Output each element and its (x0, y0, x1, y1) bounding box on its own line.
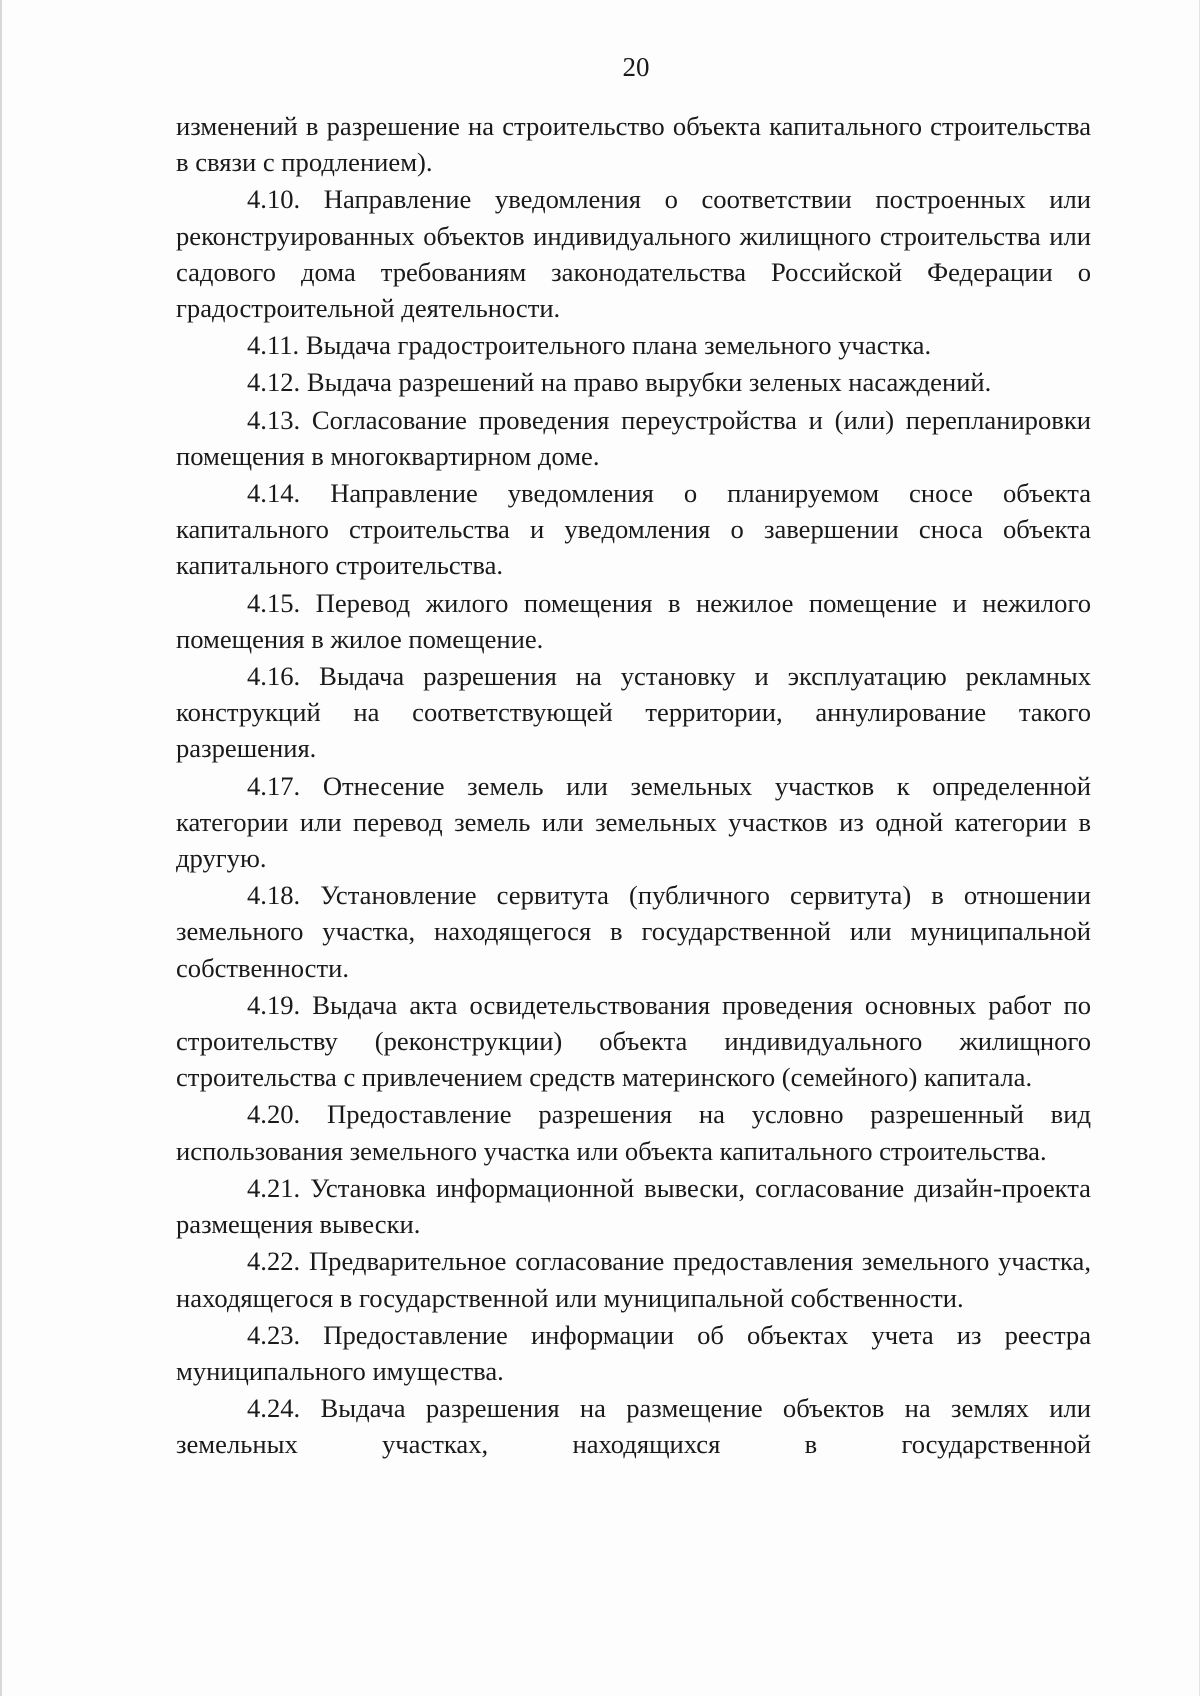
paragraph-4-16 (176, 658, 1091, 767)
paragraph-text: Направление уведомления о планируемом сносе объекта капитального строительства и уведомления о завершении сноса объекта капитального строительства. (176, 478, 1092, 581)
paragraph-text: Предварительное согласование предоставления земельного участка, находящегося в государственной или муниципальной собственности. (176, 1246, 1091, 1313)
paragraph-4-12 (176, 364, 1091, 400)
paragraph-4-19 (176, 987, 1091, 1096)
paragraph-number: 4.20. (247, 1099, 301, 1130)
paragraph-4-20 (176, 1096, 1091, 1168)
paragraph-number: 4.11. (247, 330, 300, 361)
paragraph-number: 4.24. (247, 1393, 301, 1424)
paragraph-text: Предоставление разрешения на условно разрешенный вид использования земельного участка или объекта капитального строительства. (176, 1099, 1091, 1166)
paragraph-4-14 (176, 475, 1091, 584)
paragraph-number: 4.12. (247, 367, 301, 398)
paragraph-text: Перевод жилого помещения в нежилое помещение и нежилого помещения в жилое помещение. (176, 587, 1091, 654)
paragraph-text: Предоставление информации об объектах учета из реестра муниципального имущества. (176, 1319, 1092, 1386)
paragraph-number: 4.16. (247, 661, 301, 692)
paragraph-text: Установление сервитута (публичного сервитута) в отношении земельного участка, находящегося в государственной или муниципальной собственности. (176, 880, 1091, 983)
paragraph-number: 4.14. (247, 478, 301, 509)
paragraph-4-13 (176, 402, 1091, 474)
paragraph-4-18 (176, 877, 1091, 986)
paragraph-text: Отнесение земель или земельных участков к определенной категории или перевод земель или земельных участков из одной категории в другую. (176, 770, 1091, 874)
paragraph-text: Установка информационной вывески, согласование дизайн-проекта размещения вывески. (176, 1172, 1091, 1240)
paragraph-text: Согласование проведения переустройства и (или) перепланировки помещения в многоквартирном доме. (176, 404, 1091, 471)
paragraph-4-24 (176, 1390, 1091, 1462)
page-number: 20 (622, 52, 650, 82)
paragraph-4-15 (176, 585, 1091, 657)
paragraph-text: изменений в разрешение на строительство объекта капитального строительства в связи с продлением). (176, 111, 1091, 178)
paragraph-text: Выдача градостроительного плана земельного участка. (305, 330, 932, 361)
paragraph-text: Направление уведомления о соответствии построенных или реконструированных объектов индивидуального жилищного строительства или садового дома требованиям законодательства Российской Федерации о градостроительной деятельности. (176, 184, 1091, 324)
paragraph-4-11 (176, 327, 1091, 363)
paragraph-number: 4.18. (247, 880, 301, 911)
paragraph-number: 4.15. (247, 587, 301, 618)
paragraph-number: 4.21. (247, 1172, 301, 1203)
paragraph-number: 4.19. (247, 989, 301, 1020)
paragraph-continuation (176, 108, 1091, 180)
paragraph-number: 4.23. (247, 1319, 301, 1350)
paragraph-text: Выдача разрешения на размещение объектов на землях или земельных участках, находящихся в государственной (176, 1393, 1091, 1460)
paragraph-4-23 (176, 1317, 1091, 1389)
paragraph-4-17 (176, 768, 1091, 877)
document-body (176, 108, 1091, 1463)
paragraph-4-10 (176, 181, 1091, 326)
paragraph-number: 4.10. (247, 184, 301, 215)
paragraph-number: 4.13. (247, 404, 301, 435)
paragraph-text: Выдача акта освидетельствования проведения основных работ по строительству (реконструкции) объекта индивидуального жилищного строительства с привлечением средств материнского (семейного) капитала. (176, 989, 1091, 1093)
paragraph-4-22 (176, 1243, 1091, 1315)
paragraph-text: Выдача разрешений на право вырубки зеленых насаждений. (306, 367, 992, 398)
paragraph-text: Выдача разрешения на установку и эксплуатацию рекламных конструкций на соответствующей территории, аннулирование такого разрешения. (176, 661, 1091, 764)
paragraph-4-21 (176, 1170, 1091, 1242)
paragraph-number: 4.22. (247, 1246, 301, 1277)
paragraph-number: 4.17. (247, 770, 301, 801)
